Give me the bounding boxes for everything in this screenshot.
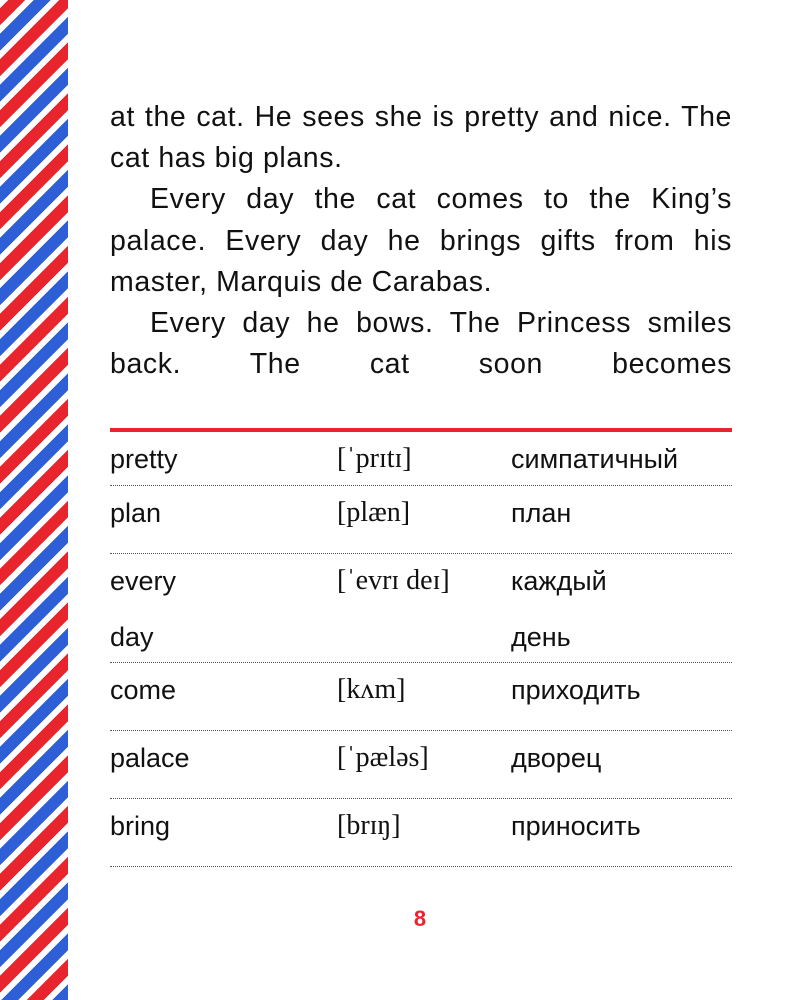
vocabulary-row bbox=[110, 799, 732, 867]
story-paragraph-3: Every day he bows. The Princess smiles back. The cat soon becomes bbox=[110, 307, 732, 381]
vocab-translation: приносить bbox=[511, 811, 641, 841]
vocab-word: palace bbox=[110, 743, 190, 773]
vocab-translation: план bbox=[511, 498, 572, 528]
vocab-translation: дворец bbox=[511, 743, 602, 773]
story-paragraph-2: Every day the cat comes to the King’s palace. Every day he brings gifts from his master, Marquis de Carabas. bbox=[110, 183, 732, 298]
vocabulary-row bbox=[110, 554, 732, 663]
vocab-word: come bbox=[110, 675, 177, 705]
vocab-translation: приходить bbox=[511, 675, 641, 705]
vocab-transcription: [ˈpæləs] bbox=[337, 742, 429, 773]
vocab-transcription: [ˈevrɪ deɪ] bbox=[337, 565, 450, 596]
vocab-transcription: [ˈprɪtɪ] bbox=[337, 443, 412, 474]
vocab-translation: симпатичный bbox=[511, 444, 679, 474]
vocabulary-table bbox=[110, 432, 732, 867]
story-paragraph-1: at the cat. He sees she is pretty and nice. The cat has big plans. bbox=[110, 101, 732, 175]
vocab-word: day bbox=[110, 622, 154, 652]
vocab-translation: день bbox=[511, 622, 571, 652]
vocabulary-row bbox=[110, 486, 732, 554]
decorative-stripe-border bbox=[0, 0, 68, 1000]
vocabulary-row bbox=[110, 731, 732, 799]
page-number: 8 bbox=[413, 906, 427, 931]
vocab-word: pretty bbox=[110, 444, 178, 474]
vocab-translation: каждый bbox=[511, 566, 607, 596]
vocab-word: plan bbox=[110, 498, 162, 528]
vocab-word: every bbox=[110, 566, 177, 596]
vocabulary-row bbox=[110, 663, 732, 731]
vocab-transcription: [brɪŋ] bbox=[337, 810, 401, 841]
story-text bbox=[110, 97, 732, 385]
vocab-transcription: [kʌm] bbox=[337, 674, 406, 705]
vocab-transcription: [plæn] bbox=[337, 497, 411, 528]
vocab-word: bring bbox=[110, 811, 171, 841]
vocabulary-row bbox=[110, 432, 732, 486]
